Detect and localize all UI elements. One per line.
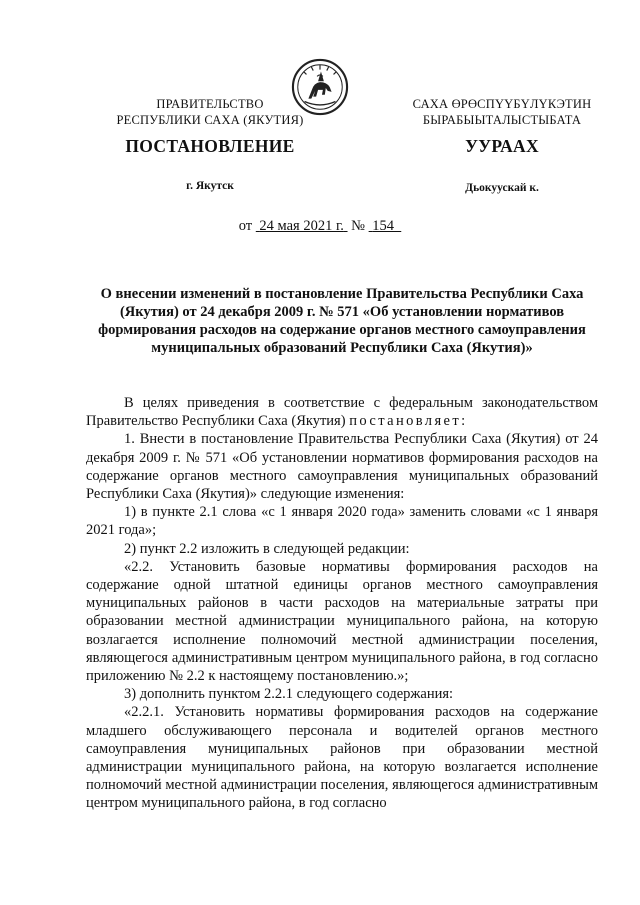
org-name-russian (100, 96, 320, 128)
org-name-line: САХА ӨРӨСПҮҮБҮЛҮКЭТИН (412, 97, 592, 111)
body-paragraph: В целях приведения в соответствие с федеральным законодательством Правительство Республики Саха (Якутия) постановляет: (86, 395, 598, 430)
date-prefix: от (238, 218, 253, 234)
body-paragraph: «2.2. Установить базовые нормативы формирования расходов на содержание одной штатной единицы органов местного самоуправления муниципальных районов в части расходов на материальные затраты при образовании местной администрации муниципального района, на которую возлагается исполнение полномочий местной администрации поселения, являющегося административным центром муниципального района, в год согласно приложению № 2.2 к настоящему постановлению.»; (86, 558, 598, 685)
doc-type-russian: ПОСТАНОВЛЕНИЕ (125, 136, 295, 156)
org-name-line: РЕСПУБЛИКИ САХА (ЯКУТИЯ) (116, 113, 304, 127)
doc-type-yakut: УУРААХ (465, 136, 539, 156)
document-title: О внесении изменений в постановление Правительства Республики Саха (Якутия) от 24 декабря 2009 г. № 571 «Об установлении нормативов формирования расходов на содержание органов местного самоуправления муниципальных образований Республики Саха (Якутия)» (98, 286, 586, 356)
org-name-line: ПРАВИТЕЛЬСТВО (156, 97, 264, 111)
number-sign: № (351, 218, 365, 234)
org-name-yakut (392, 96, 612, 128)
document-number: 154 (372, 218, 394, 234)
body-paragraph: 1) в пункте 2.1 слова «с 1 января 2020 года» заменить словами «с 1 января 2021 года»; (86, 504, 598, 539)
body-paragraph: 2) пункт 2.2 изложить в следующей редакции: (124, 540, 410, 557)
org-name-line: БЫРАБЫЫТАЛЫСТЫБАТА (422, 113, 582, 127)
city-russian: г. Якутск (186, 180, 234, 192)
document-body (86, 394, 598, 813)
city-yakut: Дьокуускай к. (465, 182, 539, 194)
document-date-line (0, 218, 640, 235)
body-paragraph: «2.2.1. Установить нормативы формирования расходов на содержание младшего обслуживающего персонала и водителей органов местного самоуправления муниципальных районов при образовании местной администрации муниципального района, на которую возлагается исполнение полномочий местной администрации поселения, являющегося административным центром муниципального района, в год согласно (86, 704, 598, 812)
document-date: 24 мая 2021 г. (259, 218, 344, 234)
body-paragraph: 1. Внести в постановление Правительства Республики Саха (Якутия) от 24 декабря 2009 г. № 571 «Об установлении нормативов формирования расходов на содержание органов местного самоуправления муниципальных образований Республики Саха (Якутия)» следующие изменения: (86, 431, 598, 503)
decree-keyword: постановляет: (349, 413, 468, 430)
body-paragraph: 3) дополнить пунктом 2.2.1 следующего содержания: (124, 686, 454, 703)
